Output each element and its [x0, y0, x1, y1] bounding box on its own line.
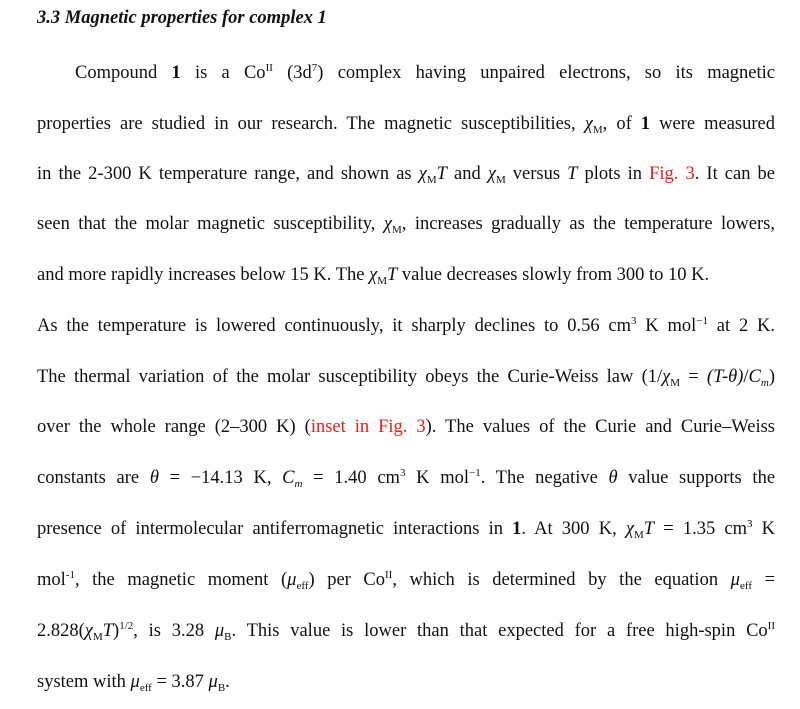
paragraph-line-4: seen that the molar magnetic susceptibility, $\chi_M$, increases gradually as the temperature lowers, [37, 214, 775, 236]
paragraph-line-6: As the temperature is lowered continuously, it sharply declines to 0.56 $cm^3$ K mol$^{-1}$ at 2 K. [37, 315, 775, 336]
paragraph-line-13: system with $\mu_{eff} = 3.87$ $\mu_B$. [37, 672, 230, 694]
paragraph-line-10: presence of intermolecular antiferromagnetic interactions in 1. At 300 K, $\chi_MT = 1.35$ $cm^3$ K [37, 518, 776, 541]
paragraph-line-8: over the whole range (2–300 K) (inset in Fig. 3). The values of the Curie and Curie–Weiss [37, 417, 775, 437]
section-heading: 3.3 Magnetic properties for complex 1 [37, 8, 327, 28]
paragraph-line-9: constants are θ = −14.13 K, $C_m = 1.40$ $cm^3$ K mol$^{-1}$. The negative θ value supports the [37, 467, 776, 490]
paragraph-line-12: $2.828(\chi_MT)^{1/2}$, is 3.28 $\mu_B$. This value is lower than that expected for a free high-spin $Co^{II}$ [37, 620, 775, 643]
paragraph-line-7: The thermal variation of the molar susceptibility obeys the Curie-Weiss law $(1/\chi_M = (T-\theta)/C_m)$ [37, 367, 776, 389]
inset-fig-3-link[interactable]: inset in Fig. 3 [310, 417, 426, 437]
paragraph-line-2: properties are studied in our research. The magnetic susceptibilities, $\chi_M$, of 1 were measured [37, 114, 776, 136]
fig-3-link[interactable]: Fig. 3 [649, 164, 695, 184]
paragraph-line-11: mol$^{-1}$, the magnetic moment $(\mu_{eff})$ per $Co^{II}$, which is determined by the equation $\mu_{eff}$ = [37, 569, 776, 592]
paragraph-line-5: and more rapidly increases below 15 K. The $\chi_MT$ value decreases slowly from 300 to 10 K. [37, 265, 710, 287]
paragraph-line-1: Compound 1 is a $Co^{II}$ $(3d^7)$ complex having unpaired electrons, so its magnetic [75, 62, 775, 83]
paragraph-line-3: in the 2-300 K temperature range, and shown as $\chi_MT$ and $\chi_M$ versus T plots in Fig. 3. It can be [37, 164, 776, 186]
